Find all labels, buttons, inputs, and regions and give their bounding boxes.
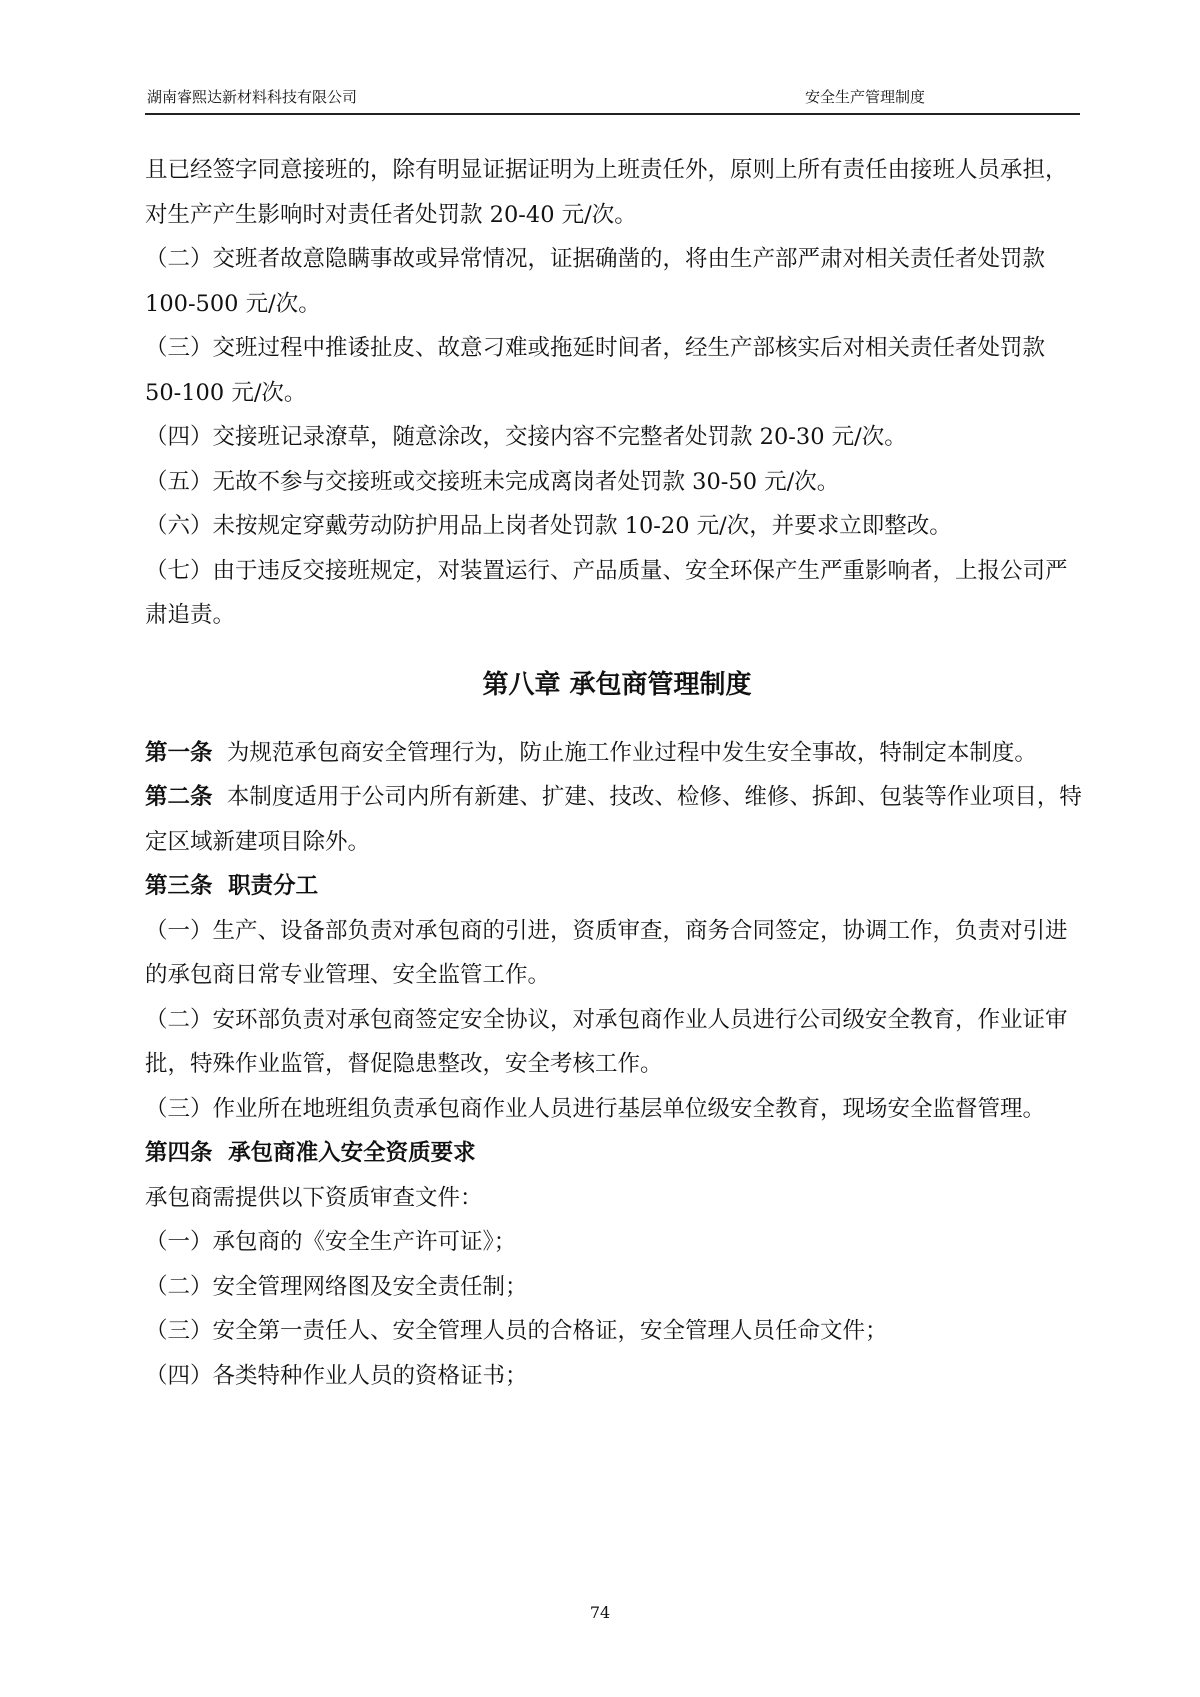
article-3-item: （二）安环部负责对承包商签定安全协议，对承包商作业人员进行公司级安全教育，作业证审批，特殊作业监管，督促隐患整改，安全考核工作。 (145, 1006, 1068, 1077)
article-4-heading: 第四条 承包商准入安全资质要求 (145, 1140, 476, 1166)
article-4-item: （三）安全第一责任人、安全管理人员的合格证，安全管理人员任命文件； (145, 1318, 888, 1344)
paragraph: （七）由于违反交接班规定，对装置运行、产品质量、安全环保产生严重影响者，上报公司严肃追责。 (145, 557, 1068, 628)
header-company-name: 湖南睿熙达新材料科技有限公司 (147, 88, 358, 106)
article-4-intro: 承包商需提供以下资质审查文件： (145, 1184, 483, 1211)
paragraph: 且已经签字同意接班的，除有明显证据证明为上班责任外，原则上所有责任由接班人员承担，对生产产生影响时对责任者处罚款 20-40 元/次。 (145, 157, 1068, 228)
article-4-item: （二）安全管理网络图及安全责任制； (145, 1273, 528, 1300)
article-2 (145, 775, 1085, 864)
article-2-label: 第二条 (145, 784, 213, 810)
article-3-heading: 第三条 职责分工 (145, 873, 319, 899)
paragraph: （四）交接班记录潦草，随意涂改，交接内容不完整者处罚款 20-30 元/次。 (145, 424, 907, 450)
page-header (145, 84, 1080, 115)
article-1-label: 第一条 (145, 739, 213, 766)
chapter-title: 第八章 承包商管理制度 (482, 669, 752, 700)
article-3-item: （三）作业所在地班组负责承包商作业人员进行基层单位级安全教育，现场安全监督管理。 (145, 1095, 1046, 1122)
article-4-item: （一）承包商的《安全生产许可证》； (145, 1229, 517, 1255)
article-1 (145, 731, 1085, 776)
paragraph: （二）交班者故意隐瞒事故或异常情况，证据确凿的，将由生产部严肃对相关责任者处罚款 100-500 元/次。 (145, 246, 1053, 317)
document-body (145, 148, 1085, 1398)
header-document-title: 安全生产管理制度 (805, 88, 926, 106)
article-4-item: （四）各类特种作业人员的资格证书； (145, 1362, 528, 1389)
article-2-text: 本制度适用于公司内所有新建、扩建、技改、检修、维修、拆卸、包装等作业项目，特定区域新建项目除外。 (145, 784, 1082, 855)
article-3-item: （一）生产、设备部负责对承包商的引进，资质审查，商务合同签定，协调工作，负责对引进的承包商日常专业管理、安全监管工作。 (145, 917, 1068, 988)
paragraph: （三）交班过程中推诿扯皮、故意刁难或拖延时间者，经生产部核实后对相关责任者处罚款 50-100 元/次。 (145, 335, 1053, 406)
paragraph: （六）未按规定穿戴劳动防护用品上岗者处罚款 10-20 元/次，并要求立即整改。 (145, 513, 952, 539)
paragraph: （五）无故不参与交接班或交接班未完成离岗者处罚款 30-50 元/次。 (145, 468, 840, 495)
article-1-text: 为规范承包商安全管理行为，防止施工作业过程中发生安全事故，特制定本制度。 (212, 739, 1037, 766)
page-number: 74 (589, 1603, 611, 1622)
